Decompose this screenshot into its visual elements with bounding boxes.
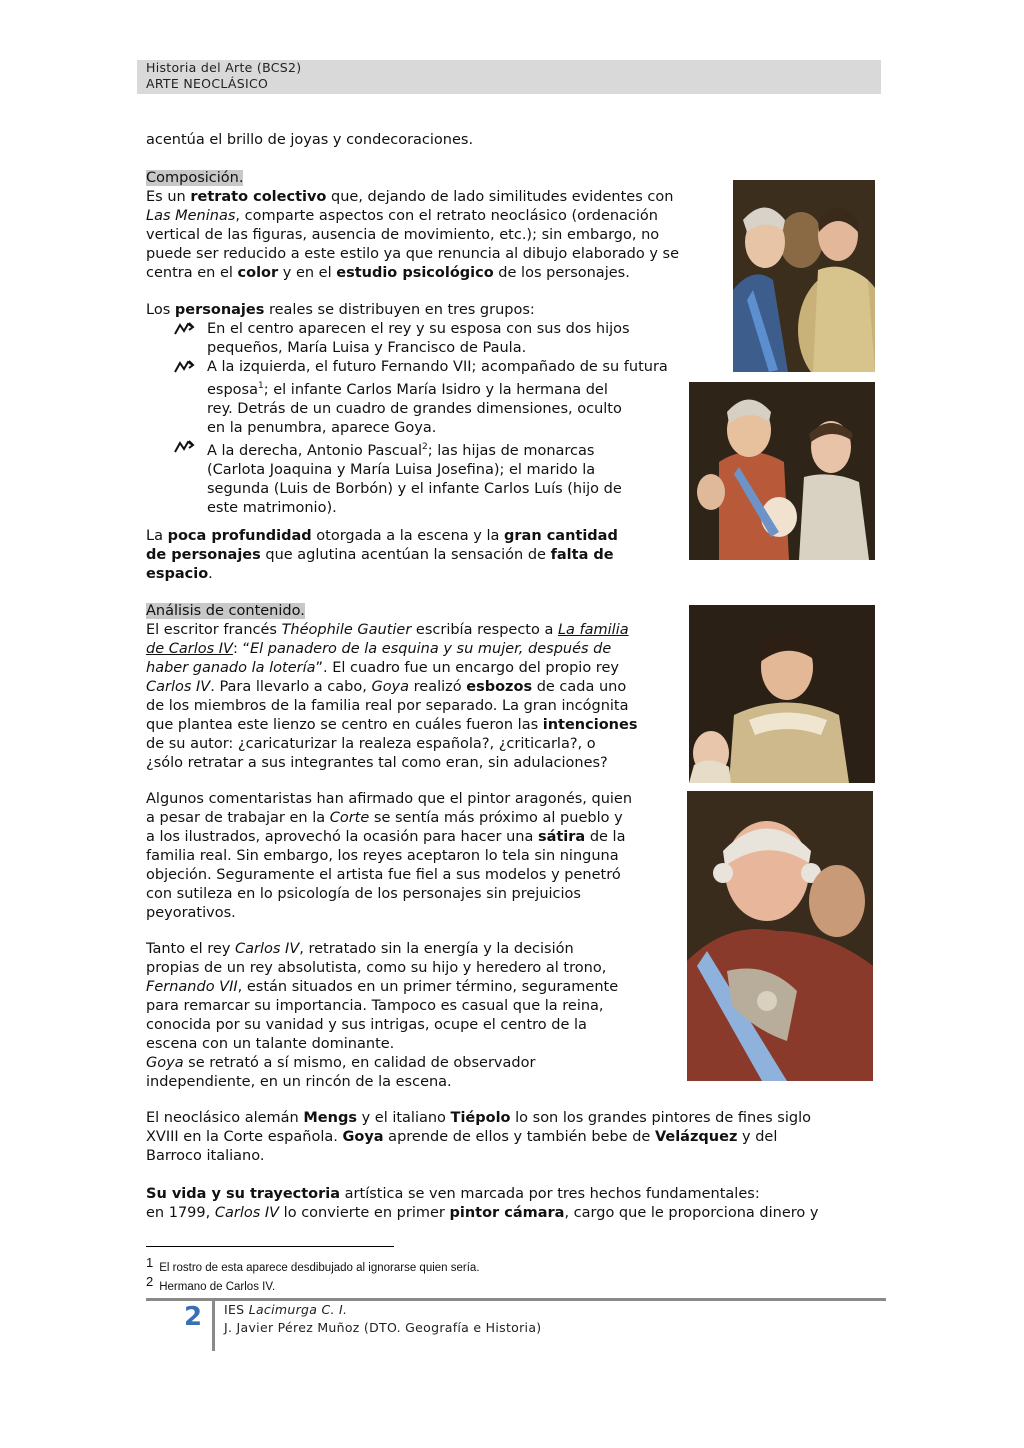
list-item: En el centro aparecen el rey y su esposa con sus dos hijos pequeños, María Luisa y Francisco de Paula. <box>170 320 668 358</box>
footer-school: IES Lacimurga C. I. <box>224 1302 348 1317</box>
bullet-arrow-icon <box>173 439 195 455</box>
paragraph-comentaristas: Algunos comentaristas han afirmado que el pintor aragonés, quien a pesar de trabajar en la Corte se sentía más próximo al pueblo y a los ilustrados, aprovechó la ocasión para hacer una sátira de la familia real. Sin embargo, los reyes aceptaron lo tela sin ninguna objeción. Seguramente el artista fue fiel a sus modelos y penetró con sutileza en lo psicología de los personajes sin prejuicios peyorativos. <box>146 791 633 921</box>
page-header <box>137 60 881 94</box>
paragraph-mengs: El neoclásico alemán Mengs y el italiano Tiépolo lo son los grandes pintores de fines siglo XVIII en la Corte española. Goya aprende de ellos y también bebe de Velázquez y del Barroco italiano. <box>146 1110 811 1164</box>
section-composicion: Composición. Es un retrato colectivo que, dejando de lado similitudes evidentes con Las Meninas, comparte aspectos con el retrato neoclásico (ordenación vertical de las figuras, ausencia de movimiento, etc.); sin embargo, no puede ser reducido a este estilo ya que renuncia al dibujo elaborado y se centra en el color y en el estudio psicológico de los personajes. <box>146 170 680 281</box>
footer-divider <box>212 1301 215 1351</box>
footnote-2: $^2$ Hermano de Carlos IV. <box>146 1274 276 1293</box>
header-unit: ARTE NEOCLÁSICO <box>146 76 269 91</box>
section-analisis: Análisis de contenido. El escritor francés Théophile Gautier escribía respecto a La familia de Carlos IV: “El panadero de la esquina y su mujer, después de haber ganado la lotería”. El cuadro fue un encargo del propio rey Carlos IV. Para llevarlo a cabo, Goya realizó esbozos de cada uno de los miembros de la familia real por separado. La gran incógnita que plantea este lienzo se centro en cuáles fueron las intenciones de su autor: ¿caricaturizar la realeza española?, ¿criticarla?, o ¿sólo retratar a sus integrantes tal como eran, sin adulaciones? <box>146 603 638 771</box>
list-item: A la derecha, Antonio Pascual$^2$; las hijas de monarcas (Carlota Joaquina y María Luisa Josefina); el marido la segunda (Luis de Borbón) y el infante Carlos Luís (hijo de este matrimonio). <box>170 438 668 518</box>
bullet-arrow-icon <box>173 359 195 375</box>
header-course: Historia del Arte (BCS2) <box>146 60 302 75</box>
painting-detail-left-group-icon <box>689 382 875 560</box>
painting-detail-fernando-vii-icon <box>733 180 875 372</box>
footnote-separator <box>146 1246 394 1247</box>
list-item: A la izquierda, el futuro Fernando VII; acompañado de su futura esposa$^1$; el infante Carlos María Isidro y la hermana del rey. Detrás de un cuadro de grandes dimensiones, oculto en la penumbra, aparece Goya. <box>170 358 668 438</box>
painting-detail-king-carlos-iv-icon <box>687 791 873 1081</box>
bullet-list-personajes <box>170 320 668 518</box>
heading-composicion: Composición. <box>146 170 244 186</box>
footer-author: J. Javier Pérez Muñoz (DTO. Geografía e Historia) <box>224 1320 542 1335</box>
bullet-arrow-icon <box>173 321 195 337</box>
page-number: 2 <box>184 1302 203 1332</box>
paragraph-personajes: Los personajes reales se distribuyen en tres grupos: <box>146 302 535 318</box>
painting-detail-queen-maria-luisa-icon <box>689 605 875 783</box>
paragraph-intro: acentúa el brillo de joyas y condecoraciones. <box>146 132 474 148</box>
paragraph-rey: Tanto el rey Carlos IV, retratado sin la energía y la decisión propias de un rey absolutista, como su hijo y heredero al trono, Fernando VII, están situados en un primer término, seguramente para remarcar su importancia. Tampoco es casual que la reina, conocida por su vanidad y sus intrigas, ocupe el centro de la escena con un talante dominante. Goya se retrató a sí mismo, en calidad de observador independiente, en un rincón de la escena. <box>146 941 619 1090</box>
footer-rule <box>146 1298 886 1301</box>
footnote-1: $^1$ El rostro de esta aparece desdibujado al ignorarse quien sería. <box>146 1255 480 1274</box>
paragraph-vida: Su vida y su trayectoria artística se ven marcada por tres hechos fundamentales: en 1799, Carlos IV lo convierte en primer pintor cámara, cargo que le proporciona dinero y <box>146 1186 819 1221</box>
paragraph-profundidad: La poca profundidad otorgada a la escena y la gran cantidad de personajes que aglutina acentúan la sensación de falta de espacio. <box>146 528 618 582</box>
heading-analisis: Análisis de contenido. <box>146 603 305 619</box>
